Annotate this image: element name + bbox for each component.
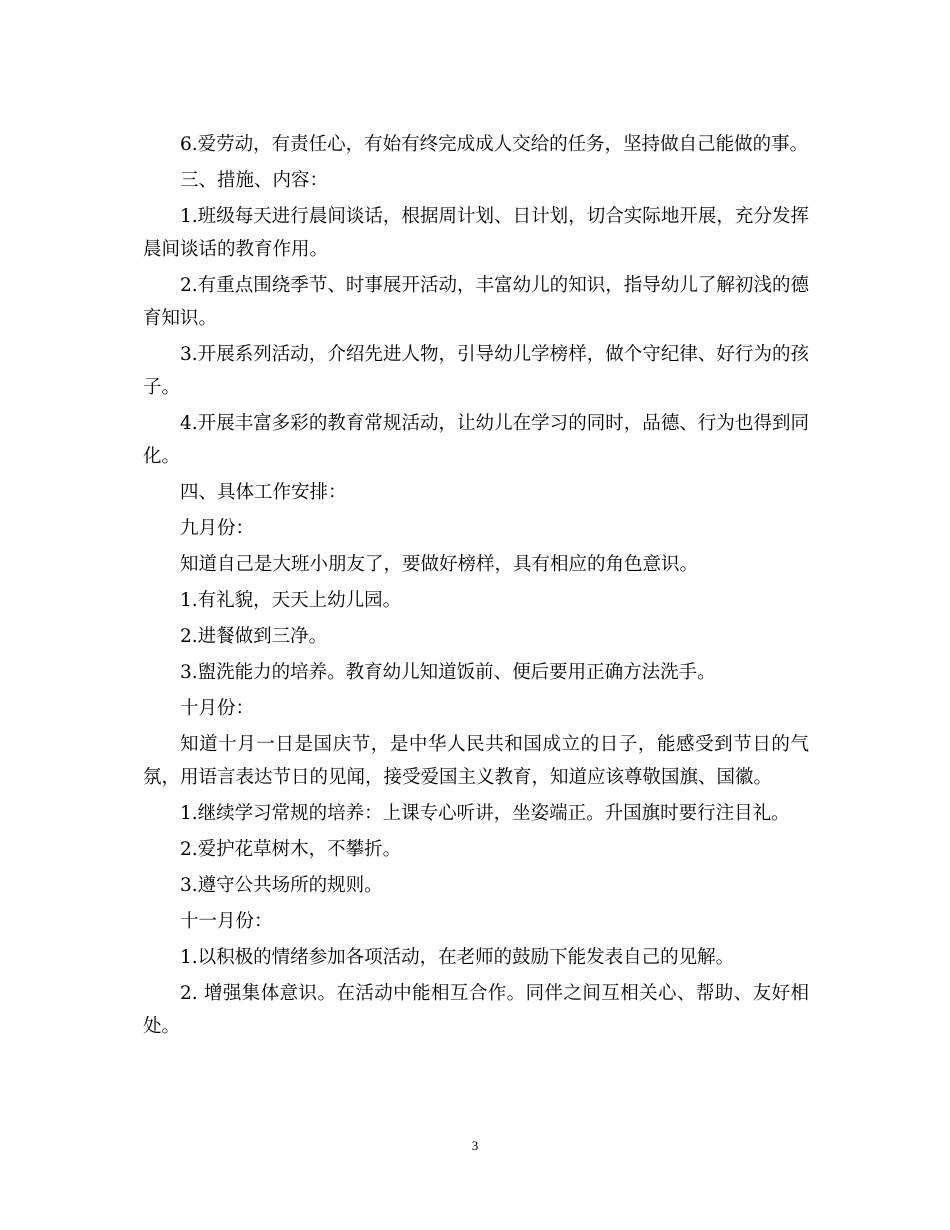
paragraph: 3.盥洗能力的培养。教育幼儿知道饭前、便后要用正确方法洗手。	[180, 662, 716, 683]
paragraph: 知道十月一日是国庆节，是中华人民共和国成立的日子，能感受到节日的气氛，用语言表达节日的见闻，接受爱国主义教育，知道应该尊敬国旗、国徽。	[143, 734, 809, 788]
page-number: 3	[471, 1138, 479, 1153]
paragraph: 2. 增强集体意识。在活动中能相互合作。同伴之间互相关心、帮助、友好相处。	[143, 983, 809, 1037]
paragraph: 1.有礼貌，天天上幼儿园。	[180, 590, 402, 611]
paragraph: 2.进餐做到三净。	[180, 626, 328, 647]
paragraph: 2.爱护花草树木，不攀折。	[180, 839, 402, 860]
month-heading: 九月份：	[180, 518, 255, 539]
document-body	[143, 128, 809, 1046]
section-heading: 四、具体工作安排：	[180, 482, 347, 503]
paragraph: 3.遵守公共场所的规则。	[180, 875, 383, 896]
paragraph: 2.有重点围绕季节、时事展开活动，丰富幼儿的知识，指导幼儿了解初浅的德育知识。	[143, 275, 809, 329]
paragraph: 3.开展系列活动，介绍先进人物，引导幼儿学榜样，做个守纪律、好行为的孩子。	[143, 344, 809, 398]
paragraph: 6.爱劳动，有责任心，有始有终完成成人交给的任务，坚持做自己能做的事。	[180, 134, 809, 155]
section-heading: 三、措施、内容：	[180, 170, 329, 191]
paragraph: 1.以积极的情绪参加各项活动，在老师的鼓励下能发表自己的见解。	[180, 947, 735, 968]
paragraph: 1.班级每天进行晨间谈话，根据周计划、日计划，切合实际地开展，充分发挥晨间谈话的教育作用。	[143, 206, 809, 260]
paragraph: 4.开展丰富多彩的教育常规活动，让幼儿在学习的同时，品德、行为也得到同化。	[143, 413, 809, 467]
paragraph: 1.继续学习常规的培养：上课专心听讲，坐姿端正。升国旗时要行注目礼。	[180, 803, 790, 824]
paragraph: 知道自己是大班小朋友了，要做好榜样，具有相应的角色意识。	[180, 554, 699, 575]
month-heading: 十一月份：	[180, 911, 273, 932]
month-heading: 十月份：	[180, 698, 255, 719]
